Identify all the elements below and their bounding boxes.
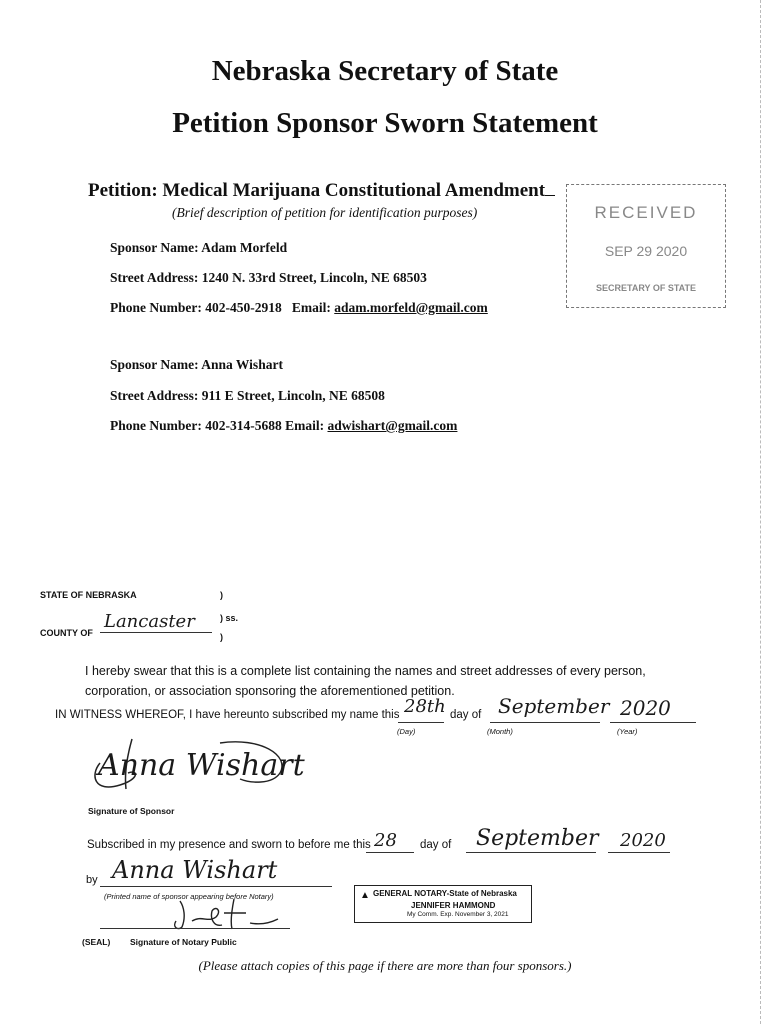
sponsor-email-link[interactable]: adwishart@gmail.com bbox=[327, 418, 458, 433]
day-caption: (Day) bbox=[397, 727, 416, 736]
stamp-office: SECRETARY OF STATE bbox=[595, 283, 696, 293]
day-underline bbox=[398, 722, 444, 723]
witness-day-of: day of bbox=[450, 709, 482, 721]
phone-label: Phone Number: bbox=[110, 418, 202, 433]
stamp-received-text: RECEIVED bbox=[594, 203, 698, 222]
sponsor-address: 1240 N. 33rd Street, Lincoln, NE 68503 bbox=[201, 270, 427, 285]
title-line-2: Petition Sponsor Sworn Statement bbox=[172, 107, 598, 139]
witness-year: 2020 bbox=[620, 696, 671, 720]
year-caption: (Year) bbox=[617, 727, 638, 736]
notary-month: September bbox=[476, 826, 599, 851]
sponsor-2-name-row bbox=[110, 357, 283, 373]
title-line-1: Nebraska Secretary of State bbox=[211, 55, 559, 87]
bracket-1: ) bbox=[220, 590, 223, 600]
sponsor-name-label: Sponsor Name: bbox=[110, 240, 199, 255]
sponsor-signature: Anna Wishart bbox=[98, 748, 305, 783]
seal-emblem-icon: ▲ bbox=[360, 890, 370, 901]
phone-label: Phone Number: bbox=[110, 300, 202, 315]
printed-name-underline bbox=[100, 886, 332, 887]
received-stamp bbox=[566, 184, 726, 308]
by-label: by bbox=[86, 874, 98, 886]
stamp-date: SEP 29 2020 bbox=[604, 243, 688, 259]
seal-label: (SEAL) bbox=[82, 937, 111, 947]
sponsor-2-contact-row bbox=[110, 418, 457, 434]
county-underline bbox=[100, 632, 212, 633]
month-underline bbox=[490, 722, 600, 723]
subscribed-text: Subscribed in my presence and sworn to before me this bbox=[87, 839, 371, 851]
petition-label: Petition: bbox=[88, 180, 158, 201]
notary-signature-line bbox=[100, 928, 290, 929]
notary-day-of: day of bbox=[420, 839, 452, 851]
bracket-3: ) bbox=[220, 632, 223, 642]
witness-month: September bbox=[498, 694, 610, 718]
witness-text: IN WITNESS WHEREOF, I have hereunto subscribed my name this bbox=[55, 709, 400, 721]
year-underline bbox=[610, 722, 696, 723]
ss-marker: ) ss. bbox=[220, 613, 239, 623]
notary-seal-line-3: My Comm. Exp. November 3, 2021 bbox=[407, 911, 509, 918]
sponsor-address: 911 E Street, Lincoln, NE 68508 bbox=[201, 388, 385, 403]
sponsor-2-address-row bbox=[110, 388, 385, 404]
sponsor-name: Adam Morfeld bbox=[201, 240, 288, 255]
notary-signature-label: Signature of Notary Public bbox=[130, 937, 237, 947]
county-label: COUNTY OF bbox=[40, 628, 93, 638]
sponsor-1-address-row bbox=[110, 270, 427, 286]
sponsor-email-link[interactable]: adam.morfeld@gmail.com bbox=[334, 300, 488, 315]
petition-brief-caption: (Brief description of petition for identification purposes) bbox=[172, 205, 478, 220]
notary-day-underline bbox=[366, 852, 414, 853]
sworn-statement-line-1: I hereby swear that this is a complete list containing the names and street addresses of every person, bbox=[85, 664, 646, 678]
sponsor-1-contact-row bbox=[110, 300, 488, 316]
printed-name-caption: (Printed name of sponsor appearing before Notary) bbox=[104, 892, 274, 901]
scan-edge bbox=[760, 0, 762, 1024]
sponsor-1-name-row bbox=[110, 240, 287, 256]
witness-day: 28th bbox=[404, 696, 446, 717]
address-label: Street Address: bbox=[110, 388, 199, 403]
notary-year: 2020 bbox=[620, 830, 666, 851]
sponsor-phone: 402-314-5688 bbox=[205, 418, 282, 433]
printed-sponsor-name: Anna Wishart bbox=[112, 856, 278, 884]
address-label: Street Address: bbox=[110, 270, 199, 285]
sponsor-name-label: Sponsor Name: bbox=[110, 357, 199, 372]
email-label: Email: bbox=[285, 418, 325, 433]
petition-name: Medical Marijuana Constitutional Amendment bbox=[162, 180, 546, 201]
footer-note: (Please attach copies of this page if there are more than four sponsors.) bbox=[198, 958, 572, 973]
petition-heading bbox=[88, 180, 555, 202]
month-caption: (Month) bbox=[487, 727, 513, 736]
sponsor-signature-label: Signature of Sponsor bbox=[88, 806, 175, 816]
notary-day: 28 bbox=[374, 830, 397, 851]
sworn-statement-line-2: corporation, or association sponsoring the aforementioned petition. bbox=[85, 684, 455, 698]
county-handwritten: Lancaster bbox=[104, 611, 195, 632]
notary-month-underline bbox=[466, 852, 596, 853]
email-label: Email: bbox=[291, 300, 331, 315]
state-label: STATE OF NEBRASKA bbox=[40, 590, 137, 600]
sponsor-phone: 402-450-2918 bbox=[205, 300, 282, 315]
notary-seal bbox=[354, 885, 532, 923]
notary-signature bbox=[150, 893, 300, 933]
notary-year-underline bbox=[608, 852, 670, 853]
sponsor-name: Anna Wishart bbox=[201, 357, 283, 372]
notary-seal-line-1: GENERAL NOTARY-State of Nebraska bbox=[373, 889, 517, 898]
notary-seal-line-2: JENNIFER HAMMOND bbox=[411, 901, 496, 910]
